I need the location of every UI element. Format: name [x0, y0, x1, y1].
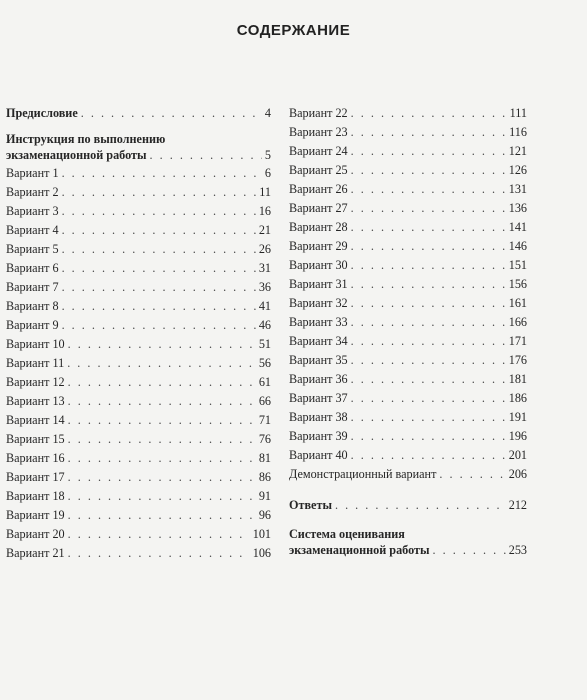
toc-entry-label: Вариант 29 [289, 239, 348, 253]
toc-entry-page: 126 [508, 163, 527, 177]
toc-entry-variant[interactable] [6, 354, 271, 373]
toc-entry-label: Вариант 32 [289, 296, 348, 310]
dot-leader [351, 180, 506, 199]
dot-leader [351, 294, 506, 313]
toc-variant-list-left [6, 164, 271, 563]
toc-entry-label: Вариант 4 [6, 223, 59, 237]
toc-entry-label: Вариант 34 [289, 334, 348, 348]
toc-entry-label: Вариант 23 [289, 125, 348, 139]
toc-entry-page: 186 [508, 391, 527, 405]
toc-entry-page: 51 [258, 337, 271, 351]
toc-entry-page: 61 [258, 375, 271, 389]
toc-entry-label: Вариант 24 [289, 144, 348, 158]
toc-entry-label: Вариант 8 [6, 299, 59, 313]
toc-left-column [6, 104, 271, 563]
toc-entry-label-line1: Система оценивания [289, 527, 405, 541]
dot-leader [433, 542, 506, 559]
toc-entry-variant[interactable] [6, 259, 271, 278]
dot-leader [62, 278, 256, 297]
toc-entry-variant[interactable] [289, 237, 527, 256]
dot-leader [351, 427, 506, 446]
dot-leader [351, 408, 506, 427]
toc-entry-variant[interactable] [6, 297, 271, 316]
toc-entry-variant[interactable] [6, 392, 271, 411]
toc-entry-label-line2: экзаменационной работы [289, 543, 430, 557]
toc-entry-variant[interactable] [6, 335, 271, 354]
toc-entry-label: Вариант 27 [289, 201, 348, 215]
toc-entry-preface[interactable] [6, 104, 271, 123]
toc-entry-page: 101 [252, 527, 271, 541]
toc-entry-variant[interactable] [6, 164, 271, 183]
dot-leader [351, 142, 506, 161]
dot-leader [351, 218, 506, 237]
dot-leader [351, 332, 506, 351]
toc-entry-page: 161 [508, 296, 527, 310]
toc-entry-label: Вариант 33 [289, 315, 348, 329]
toc-entry-variant[interactable] [289, 389, 527, 408]
toc-entry-variant[interactable] [289, 351, 527, 370]
dot-leader [68, 468, 256, 487]
toc-entry-label: Вариант 15 [6, 432, 65, 446]
toc-entry-variant[interactable] [289, 218, 527, 237]
toc-entry-page: 31 [258, 261, 271, 275]
toc-entry-label: Вариант 1 [6, 166, 59, 180]
dot-leader [351, 351, 506, 370]
toc-entry-instructions[interactable] [6, 132, 271, 164]
toc-entry-page: 56 [258, 356, 271, 370]
toc-variant-list-right [289, 104, 527, 484]
toc-entry-page: 191 [508, 410, 527, 424]
dot-leader [81, 104, 262, 123]
toc-entry-label: Вариант 9 [6, 318, 59, 332]
toc-entry-label: Предисловие [6, 106, 78, 120]
toc-entry-page: 141 [508, 220, 527, 234]
toc-entry-label: Демонстрационный вариант [289, 467, 437, 481]
toc-entry-page: 111 [509, 106, 527, 120]
toc-right-column [289, 104, 527, 559]
dot-leader [335, 496, 506, 515]
toc-entry-label: Вариант 11 [6, 356, 65, 370]
dot-leader [62, 183, 257, 202]
toc-entry-variant[interactable] [6, 506, 271, 525]
toc-entry-variant[interactable] [289, 123, 527, 142]
toc-entry-variant[interactable] [6, 430, 271, 449]
toc-entry-label: Вариант 39 [289, 429, 348, 443]
toc-entry-label: Вариант 10 [6, 337, 65, 351]
dot-leader [351, 256, 506, 275]
toc-entry-page: 181 [508, 372, 527, 386]
toc-entry-label: Вариант 25 [289, 163, 348, 177]
toc-entry-page: 253 [508, 543, 527, 557]
toc-entry-variant[interactable] [6, 487, 271, 506]
dot-leader [62, 240, 256, 259]
toc-entry-label: Вариант 38 [289, 410, 348, 424]
dot-leader [150, 147, 262, 164]
toc-entry-label: Вариант 26 [289, 182, 348, 196]
toc-entry-label: Вариант 31 [289, 277, 348, 291]
toc-entry-label: Вариант 13 [6, 394, 65, 408]
toc-entry-variant[interactable] [6, 202, 271, 221]
toc-entry-label: Вариант 5 [6, 242, 59, 256]
toc-entry-page: 212 [508, 498, 527, 512]
toc-entry-page: 86 [258, 470, 271, 484]
toc-entry-label: Вариант 17 [6, 470, 65, 484]
toc-entry-label: Вариант 35 [289, 353, 348, 367]
dot-leader [68, 544, 250, 563]
toc-entry-page: 201 [508, 448, 527, 462]
dot-leader [62, 164, 262, 183]
toc-entry-label-line2: экзаменационной работы [6, 148, 147, 162]
toc-entry-variant[interactable] [289, 446, 527, 465]
toc-entry-label: Ответы [289, 498, 332, 512]
toc-entry-page: 4 [264, 106, 271, 120]
dot-leader [351, 161, 506, 180]
dot-leader [351, 123, 507, 142]
dot-leader [68, 411, 256, 430]
dot-leader [351, 389, 506, 408]
dot-leader [68, 430, 256, 449]
toc-entry-variant[interactable] [6, 449, 271, 468]
toc-entry-variant[interactable] [289, 161, 527, 180]
toc-entry-page: 106 [252, 546, 271, 560]
toc-entry-variant[interactable] [6, 183, 271, 202]
dot-leader [68, 506, 256, 525]
toc-entry-page: 81 [258, 451, 271, 465]
toc-entry-page: 36 [258, 280, 271, 294]
toc-entry-variant[interactable] [289, 408, 527, 427]
dot-leader [68, 449, 256, 468]
toc-entry-variant[interactable] [289, 142, 527, 161]
toc-entry-page: 96 [258, 508, 271, 522]
toc-entry-label-line1: Инструкция по выполнению [6, 132, 166, 146]
dot-leader [351, 446, 506, 465]
toc-entry-label: Вариант 30 [289, 258, 348, 272]
dot-leader [351, 275, 506, 294]
toc-entry-label: Вариант 37 [289, 391, 348, 405]
toc-entry-label: Вариант 19 [6, 508, 65, 522]
toc-entry-page: 166 [508, 315, 527, 329]
toc-entry-variant[interactable] [289, 427, 527, 446]
toc-entry-label: Вариант 36 [289, 372, 348, 386]
dot-leader [62, 297, 256, 316]
toc-entry-variant[interactable] [289, 294, 527, 313]
dot-leader [68, 373, 256, 392]
dot-leader [62, 259, 256, 278]
toc-entry-page: 196 [508, 429, 527, 443]
toc-entry-variant[interactable] [289, 180, 527, 199]
toc-entry-label: Вариант 21 [6, 546, 65, 560]
toc-entry-label: Вариант 28 [289, 220, 348, 234]
toc-entry-page: 176 [508, 353, 527, 367]
toc-entry-variant[interactable] [289, 104, 527, 123]
toc-entry-label: Вариант 20 [6, 527, 65, 541]
toc-entry-variant[interactable] [6, 278, 271, 297]
toc-entry-label: Вариант 18 [6, 489, 65, 503]
toc-entry-label: Вариант 16 [6, 451, 65, 465]
toc-entry-variant[interactable] [289, 199, 527, 218]
toc-entry-page: 46 [258, 318, 271, 332]
toc-entry-page: 26 [258, 242, 271, 256]
toc-entry-page: 136 [508, 201, 527, 215]
toc-entry-variant[interactable] [289, 332, 527, 351]
dot-leader [351, 104, 507, 123]
toc-entry-variant[interactable] [289, 256, 527, 275]
dot-leader [62, 221, 256, 240]
toc-entry-page: 171 [508, 334, 527, 348]
toc-entry-page: 121 [508, 144, 527, 158]
toc-entry-variant[interactable] [6, 373, 271, 392]
toc-entry-page: 66 [258, 394, 271, 408]
toc-entry-label: Вариант 14 [6, 413, 65, 427]
toc-entry-variant[interactable] [6, 468, 271, 487]
toc-entry-variant[interactable] [289, 313, 527, 332]
toc-entry-page: 21 [258, 223, 271, 237]
dot-leader [351, 199, 506, 218]
dot-leader [68, 487, 256, 506]
toc-entry-variant[interactable] [6, 221, 271, 240]
dot-leader [351, 313, 506, 332]
toc-entry-variant[interactable] [6, 525, 271, 544]
dot-leader [351, 237, 506, 256]
toc-entry-answers[interactable] [289, 496, 527, 515]
toc-entry-page: 5 [264, 148, 271, 162]
dot-leader [68, 525, 250, 544]
toc-entry-label: Вариант 3 [6, 204, 59, 218]
toc-entry-page: 131 [508, 182, 527, 196]
dot-leader [62, 202, 256, 221]
page-title: СОДЕРЖАНИЕ [236, 22, 351, 39]
toc-entry-page: 156 [508, 277, 527, 291]
toc-entry-variant[interactable] [289, 275, 527, 294]
toc-entry-page: 76 [258, 432, 271, 446]
toc-entry-page: 6 [264, 166, 271, 180]
toc-entry-page: 151 [508, 258, 527, 272]
toc-entry-label: Вариант 6 [6, 261, 59, 275]
dot-leader [68, 392, 256, 411]
toc-entry-page: 146 [508, 239, 527, 253]
toc-entry-variant[interactable] [289, 370, 527, 389]
toc-entry-page: 91 [258, 489, 271, 503]
toc-entry-page: 11 [259, 185, 271, 199]
toc-entry-page: 206 [508, 467, 527, 481]
dot-leader [62, 316, 256, 335]
dot-leader [67, 354, 256, 373]
toc-entry-variant[interactable] [289, 465, 527, 484]
dot-leader [351, 370, 506, 389]
toc-entry-page: 71 [258, 413, 271, 427]
toc-entry-label: Вариант 22 [289, 106, 348, 120]
toc-entry-variant[interactable] [6, 411, 271, 430]
toc-entry-page: 16 [258, 204, 271, 218]
toc-entry-label: Вариант 40 [289, 448, 348, 462]
dot-leader [439, 465, 505, 484]
toc-entry-label: Вариант 12 [6, 375, 65, 389]
toc-entry-page: 116 [509, 125, 527, 139]
toc-entry-variant[interactable] [6, 316, 271, 335]
toc-entry-page: 41 [258, 299, 271, 313]
toc-entry-grading[interactable] [289, 527, 527, 559]
toc-entry-variant[interactable] [6, 240, 271, 259]
toc-entry-variant[interactable] [6, 544, 271, 563]
dot-leader [68, 335, 256, 354]
toc-entry-label: Вариант 2 [6, 185, 59, 199]
toc-entry-label: Вариант 7 [6, 280, 59, 294]
